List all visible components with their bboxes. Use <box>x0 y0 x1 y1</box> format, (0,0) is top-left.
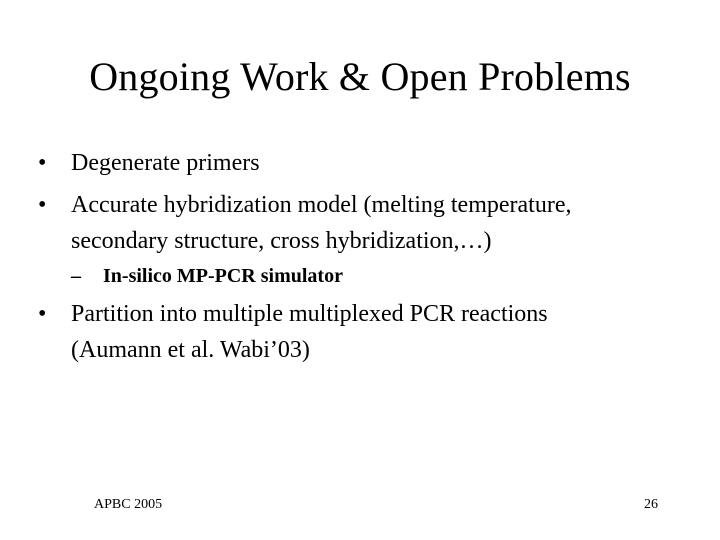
bullet-marker: • <box>38 301 47 327</box>
bullet-continuation-text: (Aumann et al. Wabi’03) <box>71 337 310 363</box>
page-number: 26 <box>644 497 658 512</box>
footer-label: APBC 2005 <box>94 497 163 512</box>
sub-bullet-text: In-silico MP-PCR simulator <box>103 265 343 287</box>
bullet-marker: • <box>38 192 47 218</box>
slide-title: Ongoing Work & Open Problems <box>89 54 631 99</box>
bullet-text: Accurate hybridization model (melting temperature, <box>71 192 572 218</box>
sub-bullet-marker: – <box>71 265 81 287</box>
bullet-text: Partition into multiple multiplexed PCR reactions <box>71 301 548 327</box>
bullet-text: Degenerate primers <box>71 150 260 176</box>
bullet-continuation-text: secondary structure, cross hybridization,…) <box>71 228 492 254</box>
bullet-marker: • <box>38 150 47 176</box>
